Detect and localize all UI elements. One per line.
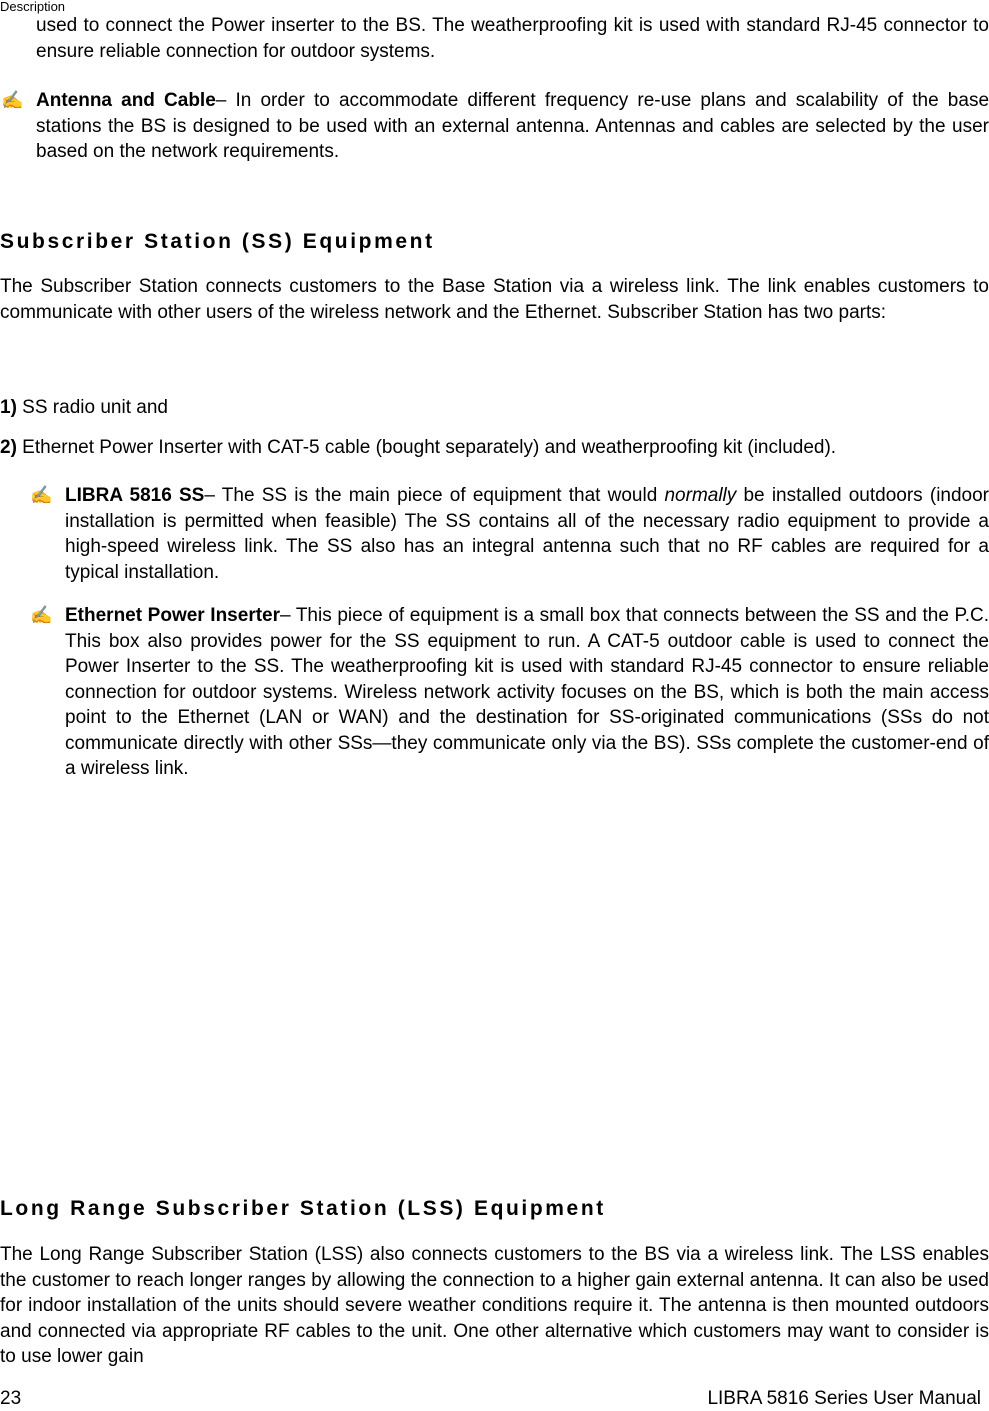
lss-heading: Long Range Subscriber Station (LSS) Equipment bbox=[0, 1197, 606, 1220]
ss-bullet-power-inserter bbox=[65, 603, 989, 782]
manual-title: LIBRA 5816 Series User Manual bbox=[707, 1388, 981, 1409]
page-number: 23 bbox=[0, 1388, 22, 1409]
antenna-bullet bbox=[36, 88, 989, 165]
lss-text: The Long Range Subscriber Station (LSS) also connects customers to the BS via a wireless link. The LSS enables the customer to reach longer ranges by allowing the connection to a higher gain external antenna. It can also be used for indoor installation of the units should severe weather conditions require it. The antenna is then mounted outdoors and connected via appropriate RF cables to the unit. One other alternative which customers may want to consider is to use lower gain bbox=[0, 1244, 989, 1367]
libra-text-before: – The SS is the main piece of equipment that would bbox=[204, 485, 665, 506]
antenna-text: – In order to accommodate different frequency re-use plans and scalability of the base stations the BS is designed to be used with an external antenna. Antennas and cables are selected by the user based on the network requirements. bbox=[36, 90, 989, 162]
libra-emphasis: normally bbox=[664, 485, 737, 506]
ss-part-1 bbox=[0, 395, 989, 421]
running-header: Description bbox=[0, 0, 66, 14]
intro-continuation: used to connect the Power inserter to the BS. The weatherproofing kit is used with standard RJ-45 connector to ensure reliable connection for outdoor systems. bbox=[36, 15, 989, 62]
ss-part-2-number: 2) bbox=[0, 437, 17, 458]
writing-hand-icon: ✍ bbox=[1, 90, 24, 110]
antenna-term: Antenna and Cable bbox=[36, 90, 216, 111]
libra-term: LIBRA 5816 SS bbox=[65, 485, 205, 506]
ss-intro: The Subscriber Station connects customers to the Base Station via a wireless link. The link enables customers to communicate with other users of the wireless network and the Ethernet. Subscriber Station has two parts: bbox=[0, 276, 989, 323]
writing-hand-icon: ✍ bbox=[30, 485, 53, 505]
power-inserter-term: Ethernet Power Inserter bbox=[65, 605, 280, 626]
ss-part-2 bbox=[0, 435, 989, 461]
ss-bullet-libra bbox=[65, 483, 989, 585]
libra-text-after: be installed outdoors (indoor installation is permitted when feasible) The SS contains all of the necessary radio equipment to provide a high-speed wireless link. The SS also has an integral antenna such that no RF cables are required for a typical installation. bbox=[65, 485, 989, 583]
ss-heading: Subscriber Station (SS) Equipment bbox=[0, 230, 435, 253]
ss-part-1-text: SS radio unit and bbox=[16, 397, 168, 418]
power-inserter-text: – This piece of equipment is a small box that connects between the SS and the P.C. This box also provides power for the SS equipment to run. A CAT-5 outdoor cable is used to connect the Power Inserter to the SS. The weatherproofing kit is used with standard RJ-45 connector to ensure reliable connection for outdoor systems. Wireless network activity focuses on the BS, which is both the main access point to the Ethernet (LAN or WAN) and the destination for SS-originated communications (SSs do not communicate directly with other SSs—they communicate only via the BS). SSs complete the customer-end of a wireless link. bbox=[65, 605, 989, 779]
ss-part-1-number: 1) bbox=[0, 397, 17, 418]
writing-hand-icon: ✍ bbox=[30, 605, 53, 625]
ss-part-2-text: Ethernet Power Inserter with CAT-5 cable (bought separately) and weatherproofing kit (included). bbox=[16, 437, 837, 458]
